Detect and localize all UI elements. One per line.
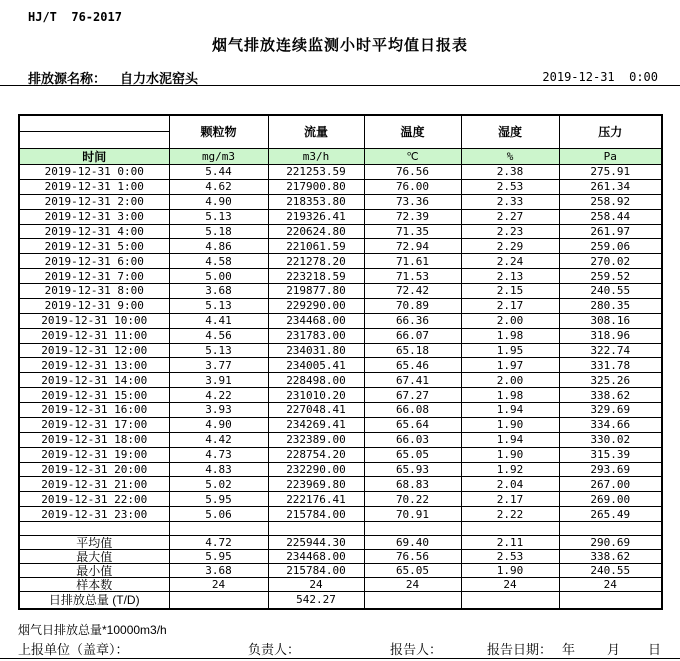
particulate-cell: 4.86 — [169, 239, 268, 254]
particulate-cell: 3.68 — [169, 284, 268, 299]
humidity-cell: 1.98 — [461, 388, 559, 403]
hourly-data-row — [19, 358, 662, 373]
humidity-cell: 2.04 — [461, 477, 559, 492]
column-header-temperature: 温度 — [364, 115, 461, 149]
time-cell: 2019-12-31 15:00 — [19, 388, 169, 403]
pressure-cell: 261.34 — [559, 179, 662, 194]
emission-source-label: 排放源名称： — [28, 71, 107, 86]
temperature-cell: 65.18 — [364, 343, 461, 358]
unit-humidity: % — [461, 149, 559, 165]
time-cell: 2019-12-31 16:00 — [19, 403, 169, 418]
pressure-cell: 330.02 — [559, 432, 662, 447]
flow-cell: 219326.41 — [268, 209, 364, 224]
time-cell: 2019-12-31 20:00 — [19, 462, 169, 477]
header-divider-line — [0, 85, 680, 86]
pressure-cell: 240.55 — [559, 564, 662, 578]
spacer-row — [19, 522, 662, 536]
pressure-cell: 331.78 — [559, 358, 662, 373]
corner-split-cell — [19, 115, 169, 149]
summary-label-cell: 最大值 — [19, 550, 169, 564]
particulate-cell: 4.56 — [169, 328, 268, 343]
flow-cell: 234269.41 — [268, 417, 364, 432]
humidity-cell — [461, 592, 559, 609]
flow-cell: 231783.00 — [268, 328, 364, 343]
temperature-cell: 66.07 — [364, 328, 461, 343]
corner-cell-top — [20, 116, 169, 132]
hourly-data-row — [19, 298, 662, 313]
particulate-cell: 5.06 — [169, 507, 268, 522]
flow-cell: 234468.00 — [268, 550, 364, 564]
temperature-cell: 67.41 — [364, 373, 461, 388]
time-cell: 2019-12-31 12:00 — [19, 343, 169, 358]
pressure-cell: 259.52 — [559, 269, 662, 284]
temperature-cell: 66.36 — [364, 313, 461, 328]
hourly-data-row — [19, 165, 662, 180]
hourly-data-row — [19, 209, 662, 224]
humidity-cell: 2.33 — [461, 194, 559, 209]
humidity-cell: 2.24 — [461, 254, 559, 269]
humidity-cell: 1.94 — [461, 403, 559, 418]
hourly-data-row — [19, 477, 662, 492]
time-cell: 2019-12-31 11:00 — [19, 328, 169, 343]
hourly-data-row — [19, 254, 662, 269]
temperature-cell: 24 — [364, 578, 461, 592]
hourly-data-row — [19, 343, 662, 358]
particulate-cell: 5.13 — [169, 209, 268, 224]
flow-cell: 215784.00 — [268, 507, 364, 522]
pressure-cell: 261.97 — [559, 224, 662, 239]
flow-cell: 220624.80 — [268, 224, 364, 239]
temperature-cell: 76.56 — [364, 165, 461, 180]
flow-cell: 218353.80 — [268, 194, 364, 209]
pressure-cell: 258.92 — [559, 194, 662, 209]
summary-label-cell: 日排放总量 (T/D) — [19, 592, 169, 609]
unit-temperature: ℃ — [364, 149, 461, 165]
humidity-cell: 1.98 — [461, 328, 559, 343]
time-cell: 2019-12-31 19:00 — [19, 447, 169, 462]
responsible-person-label: 负责人： — [248, 642, 301, 657]
month-label: 月 — [607, 642, 621, 657]
pressure-cell: 240.55 — [559, 284, 662, 299]
time-cell: 2019-12-31 5:00 — [19, 239, 169, 254]
temperature-cell: 66.03 — [364, 432, 461, 447]
temperature-cell: 70.22 — [364, 492, 461, 507]
temperature-cell: 71.61 — [364, 254, 461, 269]
report-date-label: 报告日期： — [487, 642, 553, 657]
time-cell: 2019-12-31 14:00 — [19, 373, 169, 388]
flow-cell: 217900.80 — [268, 179, 364, 194]
empty-cell — [169, 522, 268, 536]
summary-row — [19, 564, 662, 578]
hourly-data-row — [19, 388, 662, 403]
particulate-cell: 4.90 — [169, 194, 268, 209]
humidity-cell: 2.38 — [461, 165, 559, 180]
flow-cell: 231010.20 — [268, 388, 364, 403]
temperature-cell: 76.56 — [364, 550, 461, 564]
footer-divider-line — [0, 658, 680, 659]
humidity-cell: 2.27 — [461, 209, 559, 224]
hourly-data-row — [19, 313, 662, 328]
temperature-cell: 69.40 — [364, 536, 461, 550]
pressure-cell: 265.49 — [559, 507, 662, 522]
temperature-cell: 66.08 — [364, 403, 461, 418]
pressure-cell: 322.74 — [559, 343, 662, 358]
time-cell: 2019-12-31 10:00 — [19, 313, 169, 328]
summary-row — [19, 550, 662, 564]
flow-cell: 542.27 — [268, 592, 364, 609]
emission-source-name: 自力水泥窑头 — [120, 71, 199, 86]
hourly-data-row — [19, 269, 662, 284]
time-cell: 2019-12-31 2:00 — [19, 194, 169, 209]
time-cell: 2019-12-31 4:00 — [19, 224, 169, 239]
particulate-cell: 4.42 — [169, 432, 268, 447]
particulate-cell: 5.13 — [169, 298, 268, 313]
flow-cell: 234468.00 — [268, 313, 364, 328]
humidity-cell: 2.13 — [461, 269, 559, 284]
flow-cell: 221061.59 — [268, 239, 364, 254]
hourly-data-row — [19, 239, 662, 254]
particulate-cell: 3.68 — [169, 564, 268, 578]
pressure-cell: 258.44 — [559, 209, 662, 224]
particulate-cell: 4.22 — [169, 388, 268, 403]
time-cell: 2019-12-31 8:00 — [19, 284, 169, 299]
temperature-cell: 72.39 — [364, 209, 461, 224]
humidity-cell: 2.22 — [461, 507, 559, 522]
pressure-cell: 308.16 — [559, 313, 662, 328]
humidity-cell: 2.00 — [461, 373, 559, 388]
flow-cell: 232389.00 — [268, 432, 364, 447]
pressure-cell — [559, 592, 662, 609]
time-cell: 2019-12-31 21:00 — [19, 477, 169, 492]
flow-cell: 223218.59 — [268, 269, 364, 284]
flow-cell: 222176.41 — [268, 492, 364, 507]
page-title: 烟气排放连续监测小时平均值日报表 — [211, 37, 468, 54]
humidity-cell: 2.53 — [461, 550, 559, 564]
pressure-cell: 269.00 — [559, 492, 662, 507]
temperature-cell: 72.42 — [364, 284, 461, 299]
time-cell: 2019-12-31 22:00 — [19, 492, 169, 507]
flow-cell: 223969.80 — [268, 477, 364, 492]
column-header-humidity: 湿度 — [461, 115, 559, 149]
humidity-cell: 1.94 — [461, 432, 559, 447]
temperature-cell: 68.83 — [364, 477, 461, 492]
hourly-data-row — [19, 328, 662, 343]
pressure-cell: 24 — [559, 578, 662, 592]
hourly-data-row — [19, 432, 662, 447]
hourly-data-row — [19, 403, 662, 418]
reporter-label: 报告人： — [390, 642, 443, 657]
hourly-data-row — [19, 492, 662, 507]
particulate-cell: 3.91 — [169, 373, 268, 388]
particulate-cell: 3.77 — [169, 358, 268, 373]
particulate-cell: 4.90 — [169, 417, 268, 432]
particulate-cell: 4.58 — [169, 254, 268, 269]
corner-cell-bottom — [20, 132, 169, 148]
particulate-cell: 5.18 — [169, 224, 268, 239]
flow-cell: 234005.41 — [268, 358, 364, 373]
empty-cell — [364, 522, 461, 536]
humidity-cell: 1.95 — [461, 343, 559, 358]
humidity-cell: 2.15 — [461, 284, 559, 299]
empty-cell — [559, 522, 662, 536]
flow-cell: 228754.20 — [268, 447, 364, 462]
temperature-cell: 71.53 — [364, 269, 461, 284]
temperature-cell: 65.46 — [364, 358, 461, 373]
hourly-data-row — [19, 373, 662, 388]
humidity-cell: 1.92 — [461, 462, 559, 477]
report-unit-label: 上报单位（盖章）： — [18, 642, 129, 657]
temperature-cell: 70.89 — [364, 298, 461, 313]
daily-total-note: 烟气日排放总量*10000m3/h — [18, 623, 167, 637]
unit-pressure: Pa — [559, 149, 662, 165]
time-cell: 2019-12-31 9:00 — [19, 298, 169, 313]
humidity-cell: 2.53 — [461, 179, 559, 194]
humidity-cell: 2.00 — [461, 313, 559, 328]
humidity-cell: 2.17 — [461, 492, 559, 507]
time-cell: 2019-12-31 0:00 — [19, 165, 169, 180]
temperature-cell — [364, 592, 461, 609]
time-cell: 2019-12-31 23:00 — [19, 507, 169, 522]
temperature-cell: 72.94 — [364, 239, 461, 254]
flow-cell: 228498.00 — [268, 373, 364, 388]
flow-cell: 232290.00 — [268, 462, 364, 477]
pressure-cell: 315.39 — [559, 447, 662, 462]
pressure-cell: 293.69 — [559, 462, 662, 477]
flow-cell: 219877.80 — [268, 284, 364, 299]
unit-particulate: mg/m3 — [169, 149, 268, 165]
time-cell: 2019-12-31 3:00 — [19, 209, 169, 224]
particulate-cell: 5.02 — [169, 477, 268, 492]
humidity-cell: 2.23 — [461, 224, 559, 239]
pressure-cell: 325.26 — [559, 373, 662, 388]
particulate-cell: 5.13 — [169, 343, 268, 358]
particulate-cell: 24 — [169, 578, 268, 592]
particulate-cell — [169, 592, 268, 609]
particulate-cell: 4.41 — [169, 313, 268, 328]
hourly-data-row — [19, 462, 662, 477]
temperature-cell: 65.05 — [364, 564, 461, 578]
pollutant-header-row — [19, 115, 662, 149]
humidity-cell: 1.97 — [461, 358, 559, 373]
summary-label-cell: 样本数 — [19, 578, 169, 592]
temperature-cell: 67.27 — [364, 388, 461, 403]
time-cell: 2019-12-31 6:00 — [19, 254, 169, 269]
hourly-data-row — [19, 179, 662, 194]
pressure-cell: 275.91 — [559, 165, 662, 180]
flow-cell: 229290.00 — [268, 298, 364, 313]
particulate-cell: 4.83 — [169, 462, 268, 477]
temperature-cell: 70.91 — [364, 507, 461, 522]
empty-cell — [268, 522, 364, 536]
time-cell: 2019-12-31 13:00 — [19, 358, 169, 373]
daily-total-row — [19, 592, 662, 609]
humidity-cell: 2.29 — [461, 239, 559, 254]
particulate-cell: 4.62 — [169, 179, 268, 194]
summary-label-cell: 最小值 — [19, 564, 169, 578]
hourly-data-row — [19, 194, 662, 209]
hourly-data-row — [19, 447, 662, 462]
empty-cell — [19, 522, 169, 536]
pressure-cell: 267.00 — [559, 477, 662, 492]
pressure-cell: 338.62 — [559, 550, 662, 564]
empty-cell — [461, 522, 559, 536]
hourly-data-row — [19, 417, 662, 432]
humidity-cell: 1.90 — [461, 447, 559, 462]
column-header-particulate: 颗粒物 — [169, 115, 268, 149]
column-header-pressure: 压力 — [559, 115, 662, 149]
time-cell: 2019-12-31 18:00 — [19, 432, 169, 447]
humidity-cell: 24 — [461, 578, 559, 592]
document-standard-number: HJ/T 76-2017 — [28, 10, 122, 24]
summary-row — [19, 536, 662, 550]
humidity-cell: 1.90 — [461, 564, 559, 578]
particulate-cell: 5.44 — [169, 165, 268, 180]
hourly-average-report-table — [18, 114, 663, 610]
time-cell: 2019-12-31 17:00 — [19, 417, 169, 432]
flow-cell: 234031.80 — [268, 343, 364, 358]
report-datetime: 2019-12-31 0:00 — [542, 70, 658, 84]
summary-label-cell: 平均值 — [19, 536, 169, 550]
flow-cell: 221253.59 — [268, 165, 364, 180]
time-cell: 2019-12-31 1:00 — [19, 179, 169, 194]
humidity-cell: 2.17 — [461, 298, 559, 313]
pressure-cell: 338.62 — [559, 388, 662, 403]
hourly-data-row — [19, 507, 662, 522]
pressure-cell: 259.06 — [559, 239, 662, 254]
particulate-cell: 5.00 — [169, 269, 268, 284]
summary-row — [19, 578, 662, 592]
pressure-cell: 290.69 — [559, 536, 662, 550]
column-header-flow: 流量 — [268, 115, 364, 149]
year-label: 年 — [562, 642, 576, 657]
temperature-cell: 73.36 — [364, 194, 461, 209]
unit-flow: m3/h — [268, 149, 364, 165]
temperature-cell: 71.35 — [364, 224, 461, 239]
particulate-cell: 4.72 — [169, 536, 268, 550]
day-label: 日 — [648, 642, 662, 657]
flow-cell: 24 — [268, 578, 364, 592]
time-column-header: 时间 — [19, 149, 169, 165]
particulate-cell: 3.93 — [169, 403, 268, 418]
hourly-data-row — [19, 224, 662, 239]
pressure-cell: 329.69 — [559, 403, 662, 418]
humidity-cell: 2.11 — [461, 536, 559, 550]
temperature-cell: 65.05 — [364, 447, 461, 462]
flow-cell: 215784.00 — [268, 564, 364, 578]
temperature-cell: 65.93 — [364, 462, 461, 477]
particulate-cell: 4.73 — [169, 447, 268, 462]
temperature-cell: 76.00 — [364, 179, 461, 194]
pressure-cell: 334.66 — [559, 417, 662, 432]
humidity-cell: 1.90 — [461, 417, 559, 432]
pressure-cell: 270.02 — [559, 254, 662, 269]
temperature-cell: 65.64 — [364, 417, 461, 432]
flow-cell: 221278.20 — [268, 254, 364, 269]
particulate-cell: 5.95 — [169, 550, 268, 564]
flow-cell: 227048.41 — [268, 403, 364, 418]
flow-cell: 225944.30 — [268, 536, 364, 550]
hourly-data-row — [19, 284, 662, 299]
time-cell: 2019-12-31 7:00 — [19, 269, 169, 284]
unit-header-row — [19, 149, 662, 165]
pressure-cell: 280.35 — [559, 298, 662, 313]
particulate-cell: 5.95 — [169, 492, 268, 507]
pressure-cell: 318.96 — [559, 328, 662, 343]
